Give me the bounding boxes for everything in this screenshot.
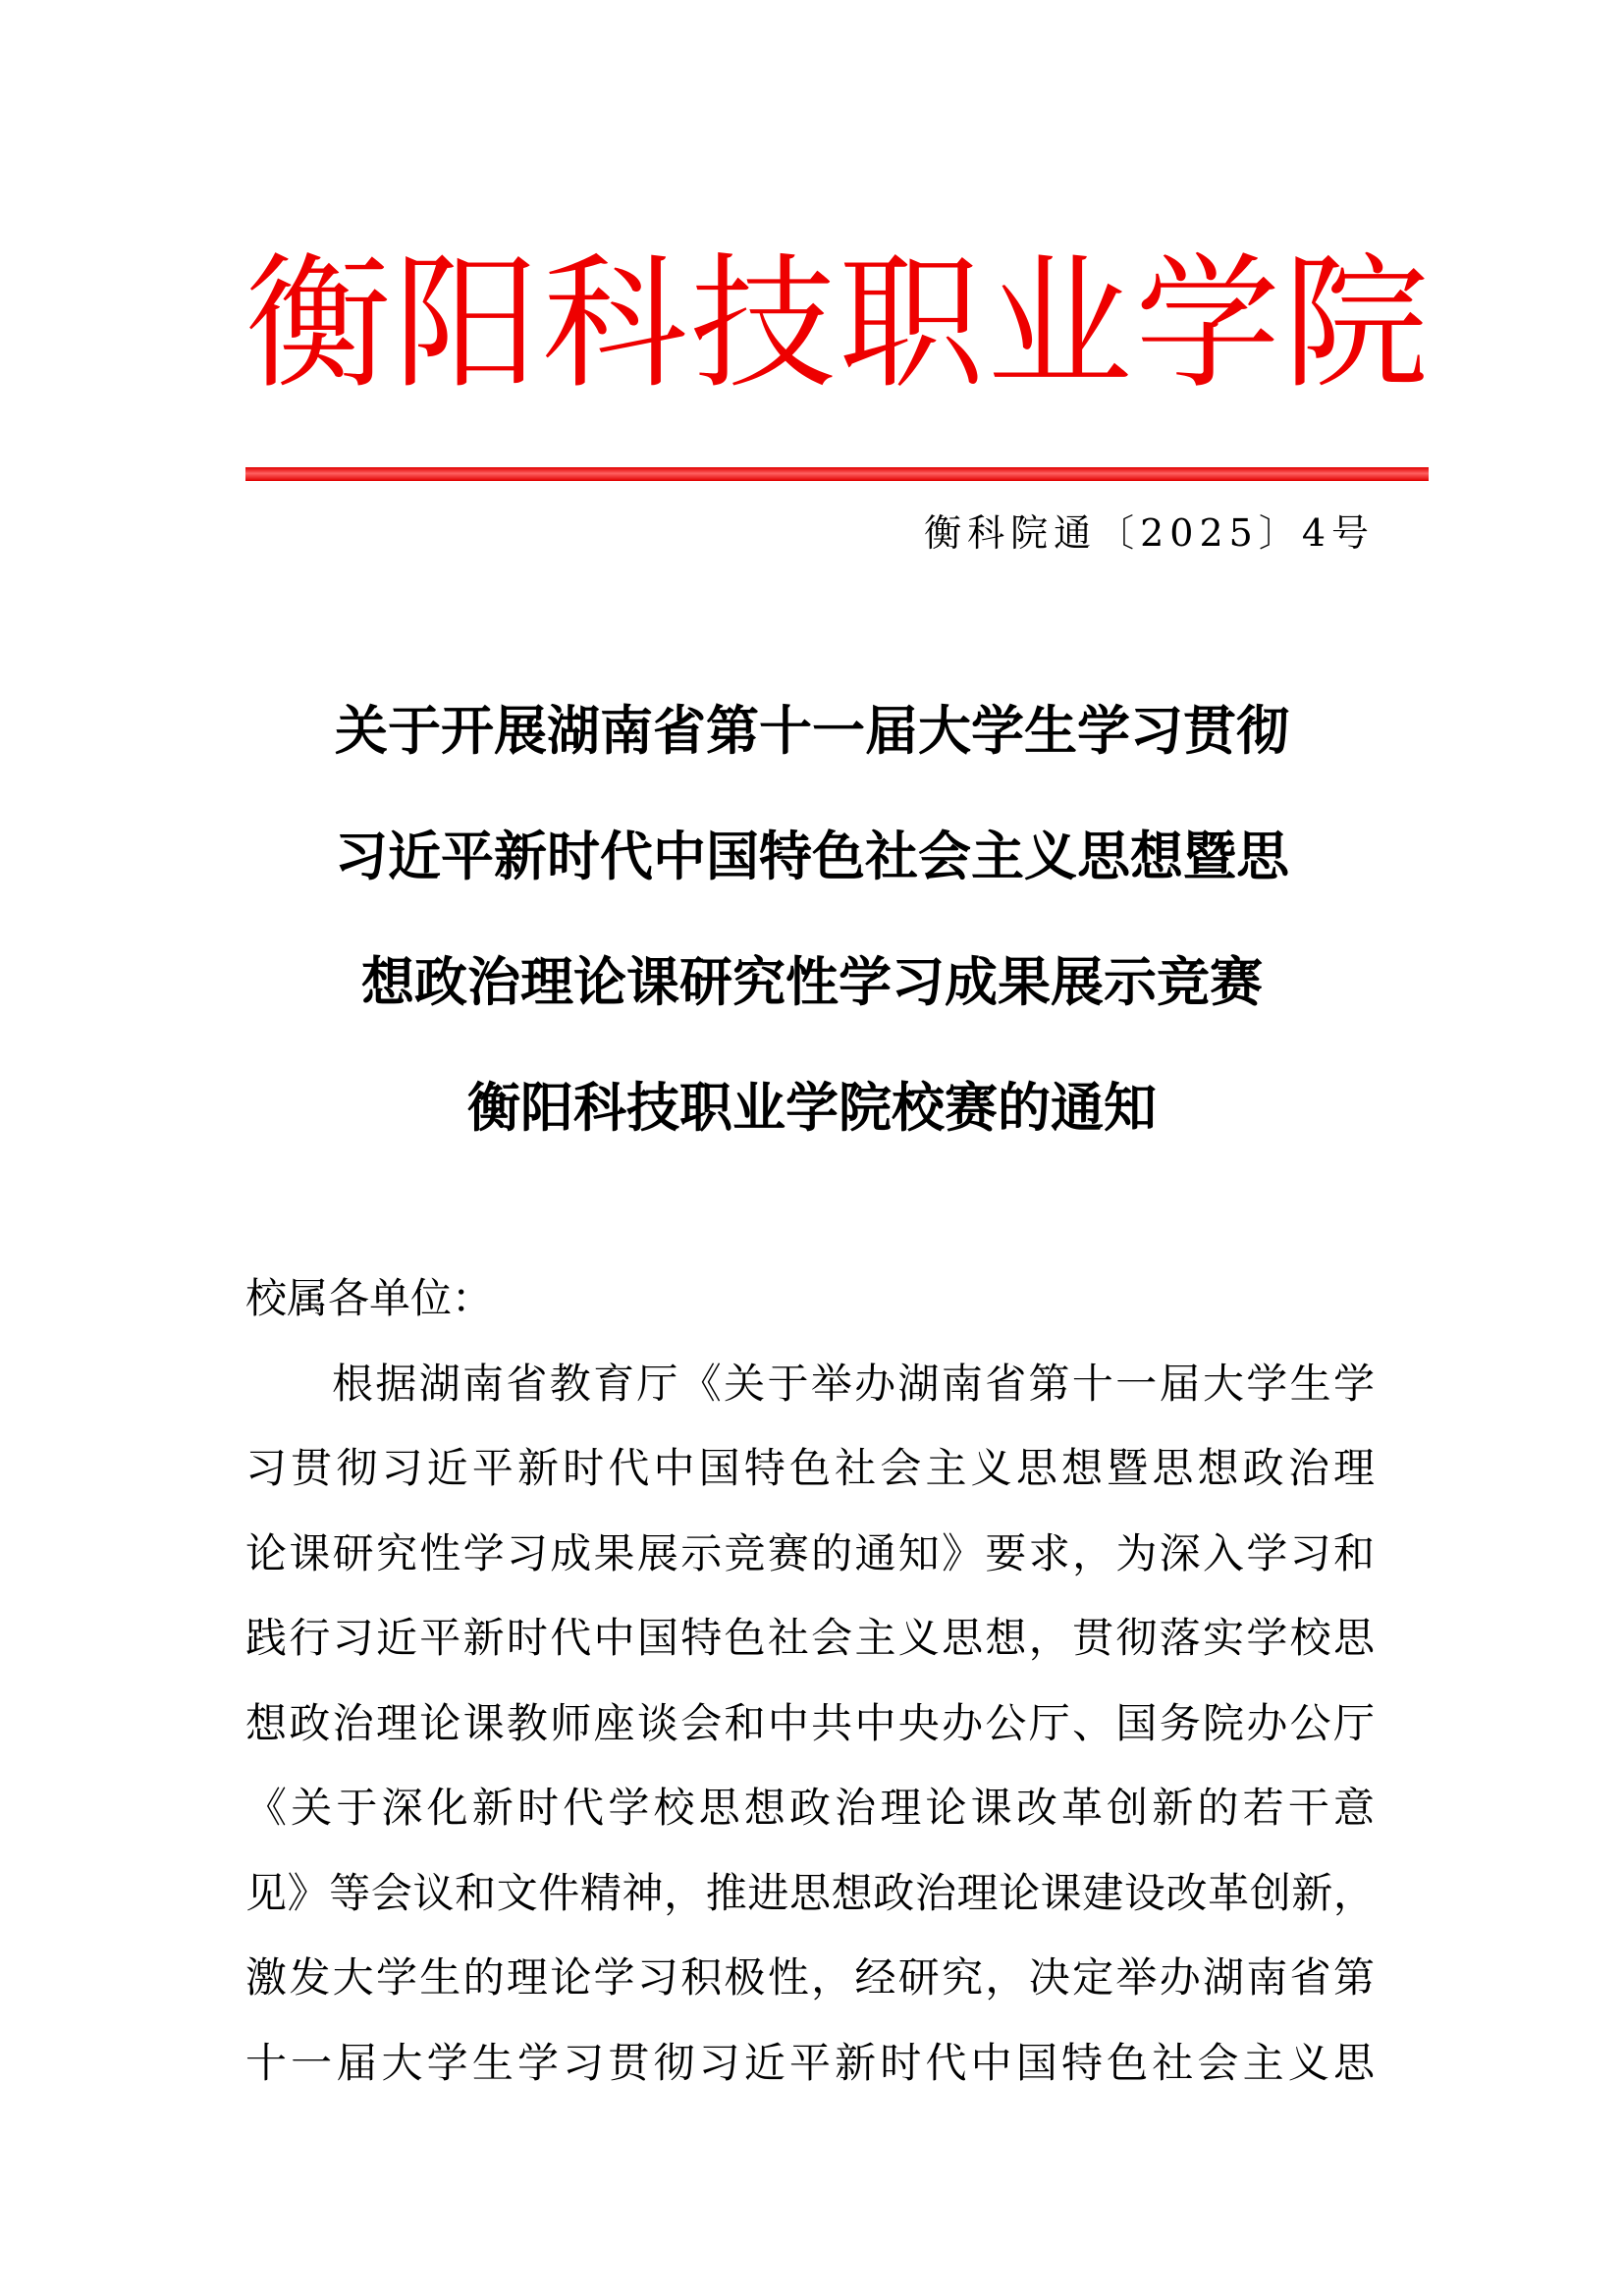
title-line: 习近平新时代中国特色社会主义思想暨思 xyxy=(335,825,1289,887)
body-line: 见》等会议和文件精神，推进思想政治理论课建设改革创新， xyxy=(245,1868,1375,1917)
body-line: 践行习近平新时代中国特色社会主义思想，贯彻落实学校思 xyxy=(245,1614,1375,1662)
body-line: 想政治理论课教师座谈会和中共中央办公厅、国务院办公厅 xyxy=(245,1698,1375,1747)
salutation: 校属各单位： xyxy=(245,1274,494,1322)
body-line: 根据湖南省教育厅《关于举办湖南省第十一届大学生学 xyxy=(332,1359,1375,1408)
body-line: 论课研究性学习成果展示竞赛的通知》要求，为深入学习和 xyxy=(245,1528,1375,1577)
document-title xyxy=(0,667,1624,1170)
body-line: 十一届大学生学习贯彻习近平新时代中国特色社会主义思 xyxy=(245,2038,1375,2087)
title-line: 想政治理论课研究性学习成果展示竞赛 xyxy=(361,950,1263,1013)
title-line: 关于开展湖南省第十一届大学生学习贯彻 xyxy=(335,699,1289,762)
body-line: 习贯彻习近平新时代中国特色社会主义思想暨思想政治理 xyxy=(245,1444,1375,1492)
body-line: 《关于深化新时代学校思想政治理论课改革创新的若干意 xyxy=(245,1784,1375,1832)
title-line: 衡阳科技职业学院校赛的通知 xyxy=(467,1076,1157,1139)
red-header-rule xyxy=(245,467,1429,481)
document-number: 衡科院通〔2025〕4号 xyxy=(924,511,1375,555)
body-line: 激发大学生的理论学习积极性，经研究，决定举办湖南省第 xyxy=(245,1953,1375,2002)
masthead-institution-name: 衡阳科技职业学院 xyxy=(245,240,1429,408)
document-body xyxy=(245,1256,1375,2106)
